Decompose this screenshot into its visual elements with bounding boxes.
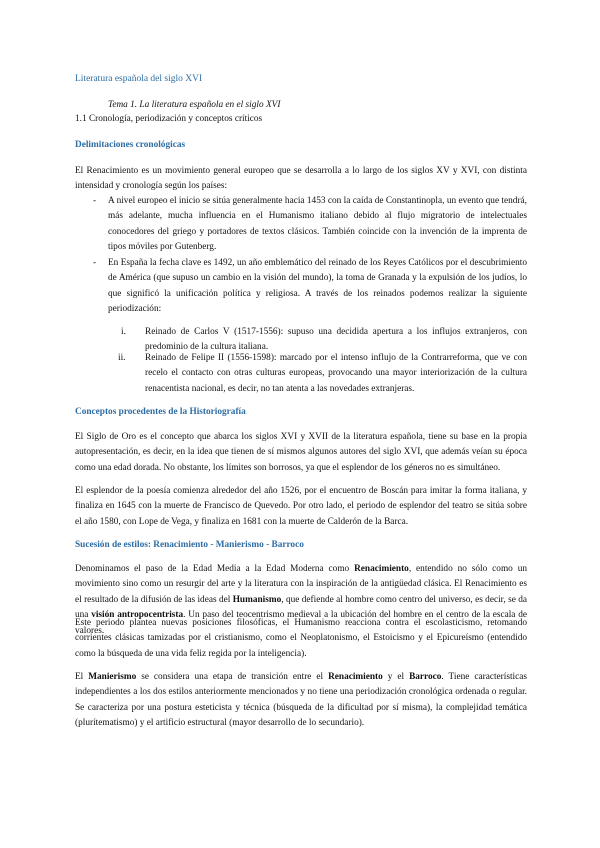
roman-marker: ii. [118, 353, 126, 363]
term-humanismo: Humanismo [232, 594, 282, 605]
paragraph-humanismo: Este periodo plantea nuevas posiciones filosóficas, el Humanismo reacciona contra el escolasticismo, retomando corrientes clásicas tamizadas por el cristianismo, como el Neoplatonismo, el Estoicismo y el Epicureísmo (entendido como la búsqueda de una vida feliz regida por la inteligencia). [75, 618, 527, 659]
paragraph-intro: El Renacimiento es un movimiento general europeo que se desarrolla a lo largo de los siglos XV y XVI, con distinta intensidad y cronología según los países: [75, 166, 527, 192]
theme-title: Tema 1. La literatura española en el siglo XVI [108, 100, 281, 110]
list-item: Reinado de Carlos V (1517-1556): supuso una decidida apertura a los influjos extranjeros, con predominio de la cultura italiana. [145, 327, 527, 353]
term-manierismo: Manierismo [88, 672, 137, 682]
paragraph-esplendor: El esplendor de la poesía comienza alrededor del año 1526, por el encuentro de Boscán para imitar la forma italiana, y finaliza en 1645 con la muerte de Francisco de Quevedo. Por otro lado, el periodo de esplendor del teatro se sitúa sobre el año 1580, con Lope de Vega, y finaliza en 1681 con la muerte de Calderón de la Barca. [75, 486, 527, 527]
paragraph-siglo-de-oro: El Siglo de Oro es el concepto que abarca los siglos XVI y XVII de la literatura española, tiene su base en la propia autopresentación, es decir, en la idea que tienen de sí mismos algunos autores del siglo XVI, que además veían su época como una edad dorada. No obstante, los límites son borrosos, ya que el esplendor de los géneros no es simultáneo. [75, 432, 527, 473]
roman-marker: i. [121, 327, 126, 337]
heading-historiografia: Conceptos procedentes de la Historiografía [75, 407, 246, 417]
term-renacimiento: Renacimiento [328, 672, 383, 682]
list-item: A nivel europeo el inicio se sitúa generalmente hacia 1453 con la caída de Constantinopla, un evento que tendrá, más adelante, mucha influencia en el Humanismo italiano debido al flujo migratorio de intelectuales conocedores del griego y portadores de textos clásicos. También coincide con la invención de la imprenta de tipos móviles por Gutenberg. [108, 196, 527, 253]
heading-delimitaciones: Delimitaciones cronológicas [75, 140, 186, 150]
term-barroco: Barroco [409, 672, 442, 682]
paragraph-renacimiento: Denominamos el paso de la Edad Media a la Edad Moderna como Renacimiento, entendido no sólo como un movimiento sino como un resurgir del arte y la literatura con la inspiración de la antigüedad clásica. El Renacimiento es el resultado de la difusión de las ideas del Humanismo, que defiende al hombre como centro del universo, es decir, se da una visión antropocentrista. Un paso del teocentrismo medieval a la ubicación del hombre en el centro de la escala de valores. [75, 564, 527, 636]
section-subtitle: 1.1 Cronología, periodización y conceptos críticos [75, 114, 263, 124]
list-item: Reinado de Felipe II (1556-1598): marcado por el intenso influjo de la Contrarreforma, que ve con recelo el contacto con otras culturas europeas, provocando una mayor interiorización de la cultura renacentista nacional, es decir, no tan atenta a las novedades extranjeras. [145, 353, 527, 394]
paragraph-manierismo: El Manierismo se considera una etapa de transición entre el Renacimiento y el Barroco. Tiene características independientes a los dos estilos anteriormente mencionados y no tiene una periodización cronológica ordenada o regular. Se caracteriza por una postura esteticista y técnica (búsqueda de la dificultad por sí misma), la complejidad temática (plurítematismo) y el artificio estructural (mayor desarrollo de lo secundario). [75, 672, 527, 729]
heading-estilos: Sucesión de estilos: Renacimiento - Manierismo - Barroco [75, 540, 304, 550]
term-renacimiento: Renacimiento [354, 564, 409, 574]
bullet-marker: - [93, 196, 97, 206]
document-title: Literatura española del siglo XVI [75, 74, 203, 84]
list-item: En España la fecha clave es 1492, un año emblemático del reinado de los Reyes Católicos por el descubrimiento de América (que supuso un cambio en la visión del mundo), la toma de Granada y la expulsión de los judíos, lo que significó la unificación política y religiosa. A través de los reinados podemos realizar la siguiente periodización: [108, 258, 527, 315]
term-vision-antropocentrista: visión antropocentrista [91, 610, 184, 621]
bullet-marker: - [93, 258, 97, 268]
